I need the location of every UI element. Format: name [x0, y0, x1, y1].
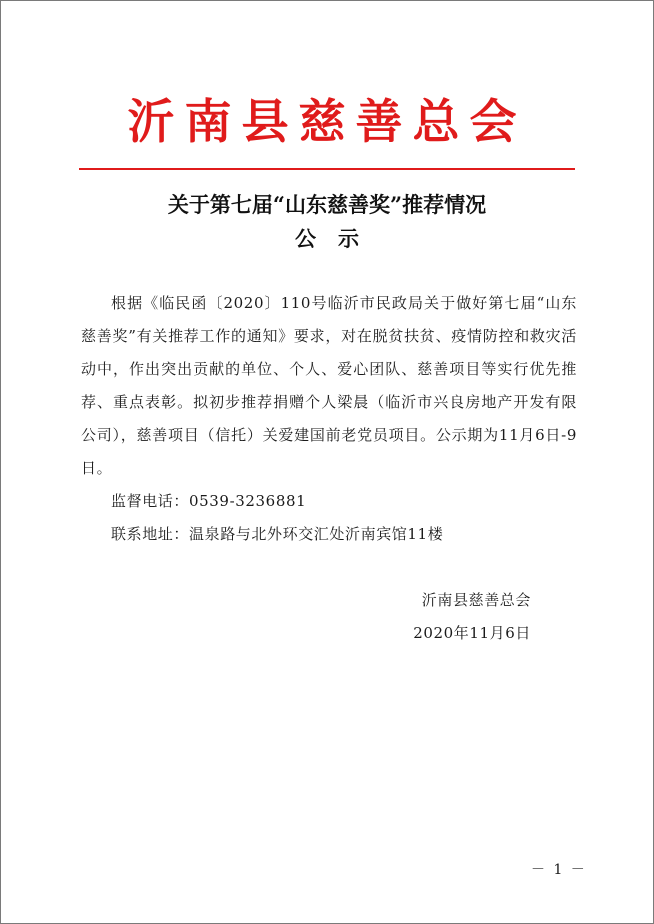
letterhead-org-name: 沂南县慈善总会 — [127, 95, 527, 150]
supervision-phone: 监督电话：0539-3236881 — [111, 492, 307, 510]
notice-body — [81, 287, 577, 551]
signature-org: 沂南县慈善总会 — [421, 591, 531, 609]
body-paragraph: 根据《临民函〔2020〕110号临沂市民政局关于做好第七届“山东慈善奖”有关推荐工作的通知》要求，对在脱贫扶贫、疫情防控和救灾活动中，作出突出贡献的单位、个人、爱心团队、慈善项目等实行优先推荐、重点表彰。拟初步推荐捐赠个人梁晨（临沂市兴良房地产开发有限公司），慈善项目（信托）关爱建国前老党员项目。公示期为11月6日-9日。 — [81, 294, 577, 477]
notice-title: 关于第七届“山东慈善奖”推荐情况 — [167, 192, 487, 217]
notice-subtitle: 公示 — [295, 226, 381, 251]
page-number: － 1 － — [531, 862, 587, 878]
signature-date: 2020年11月6日 — [413, 624, 531, 642]
contact-address: 联系地址：温泉路与北外环交汇处沂南宾馆11楼 — [111, 525, 444, 543]
letterhead-red-rule — [79, 168, 575, 170]
